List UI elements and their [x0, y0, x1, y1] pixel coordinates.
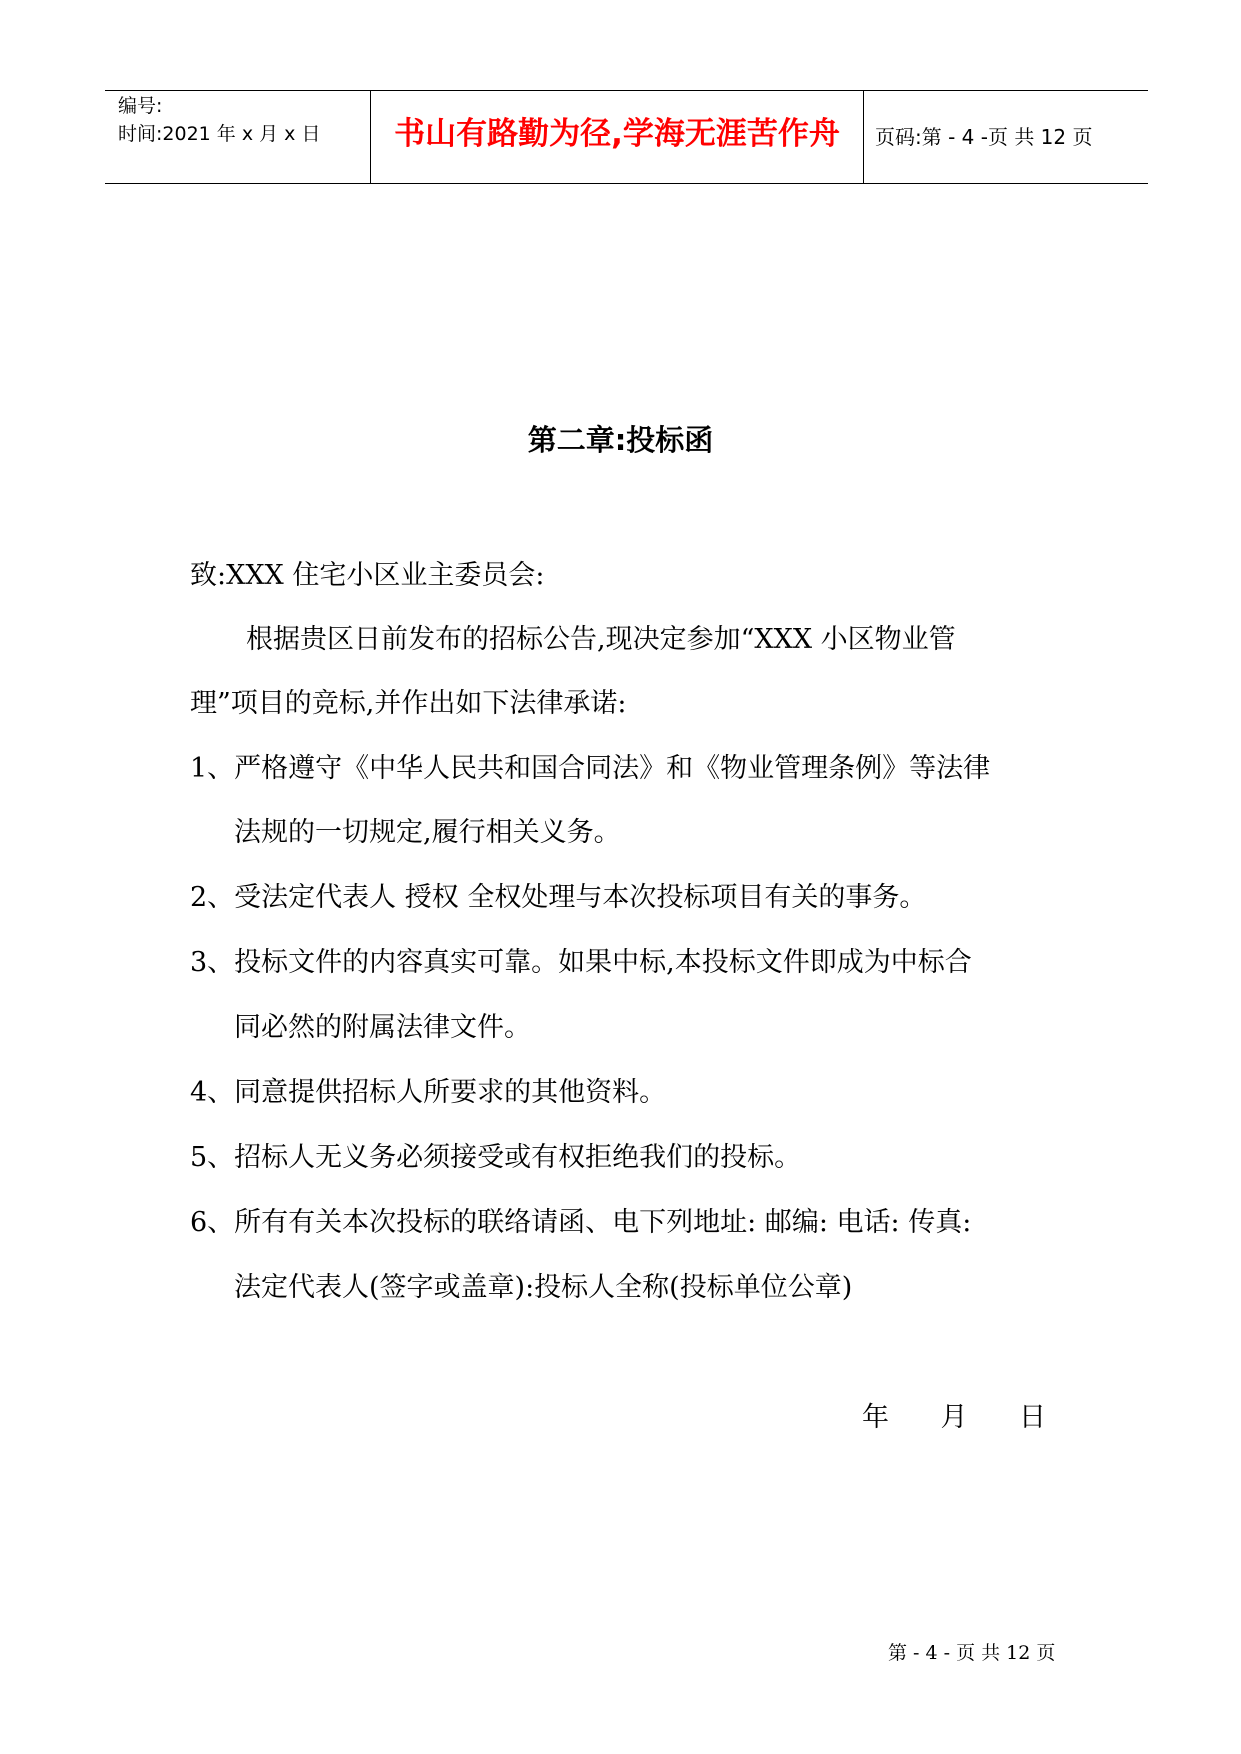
intro-line-2: 理”项目的竞标,并作出如下法律承诺: [190, 688, 627, 719]
intro-line-1: 根据贵区日前发布的招标公告,现决定参加“XXX 小区物业管 [246, 624, 956, 655]
item-1-line-1: 1、严格遵守《中华人民共和国合同法》和《物业管理条例》等法律 [190, 753, 991, 784]
addressee-line: 致:XXX 住宅小区业主委员会: [190, 560, 545, 591]
header-divider-left [370, 90, 371, 184]
item-5-line-1: 5、招标人无义务必须接受或有权拒绝我们的投标。 [190, 1142, 802, 1173]
item-6-line-2: 法定代表人(签字或盖章):投标人全称(投标单位公章) [234, 1272, 853, 1303]
header-time-label: 时间:2021 年 x 月 x 日 [118, 123, 321, 145]
footer-page-info: 第 - 4 - 页 共 12 页 [888, 1642, 1056, 1664]
item-6-line-1: 6、所有有关本次投标的联络请函、电下列地址: 邮编: 电话: 传真: [190, 1207, 972, 1238]
header-page-info: 页码:第 - 4 -页 共 12 页 [875, 125, 1093, 149]
date-line: 年 月 日 [862, 1402, 1046, 1433]
item-4-line-1: 4、同意提供招标人所要求的其他资料。 [190, 1077, 667, 1108]
item-1-line-2: 法规的一切规定,履行相关义务。 [234, 817, 621, 848]
header-number-label: 编号: [118, 95, 163, 117]
item-3-line-1: 3、投标文件的内容真实可靠。如果中标,本投标文件即成为中标合 [190, 947, 972, 978]
header-top-rule [105, 90, 1148, 91]
item-3-line-2: 同必然的附属法律文件。 [234, 1012, 531, 1043]
header-motto: 书山有路勤为径,学海无涯苦作舟 [394, 116, 840, 152]
item-2-line-1: 2、受法定代表人 授权 全权处理与本次投标项目有关的事务。 [190, 882, 927, 913]
header-bottom-rule [105, 183, 1148, 184]
header-left-cell [118, 92, 368, 148]
header-divider-right [863, 90, 864, 184]
chapter-title: 第二章:投标函 [527, 423, 714, 457]
